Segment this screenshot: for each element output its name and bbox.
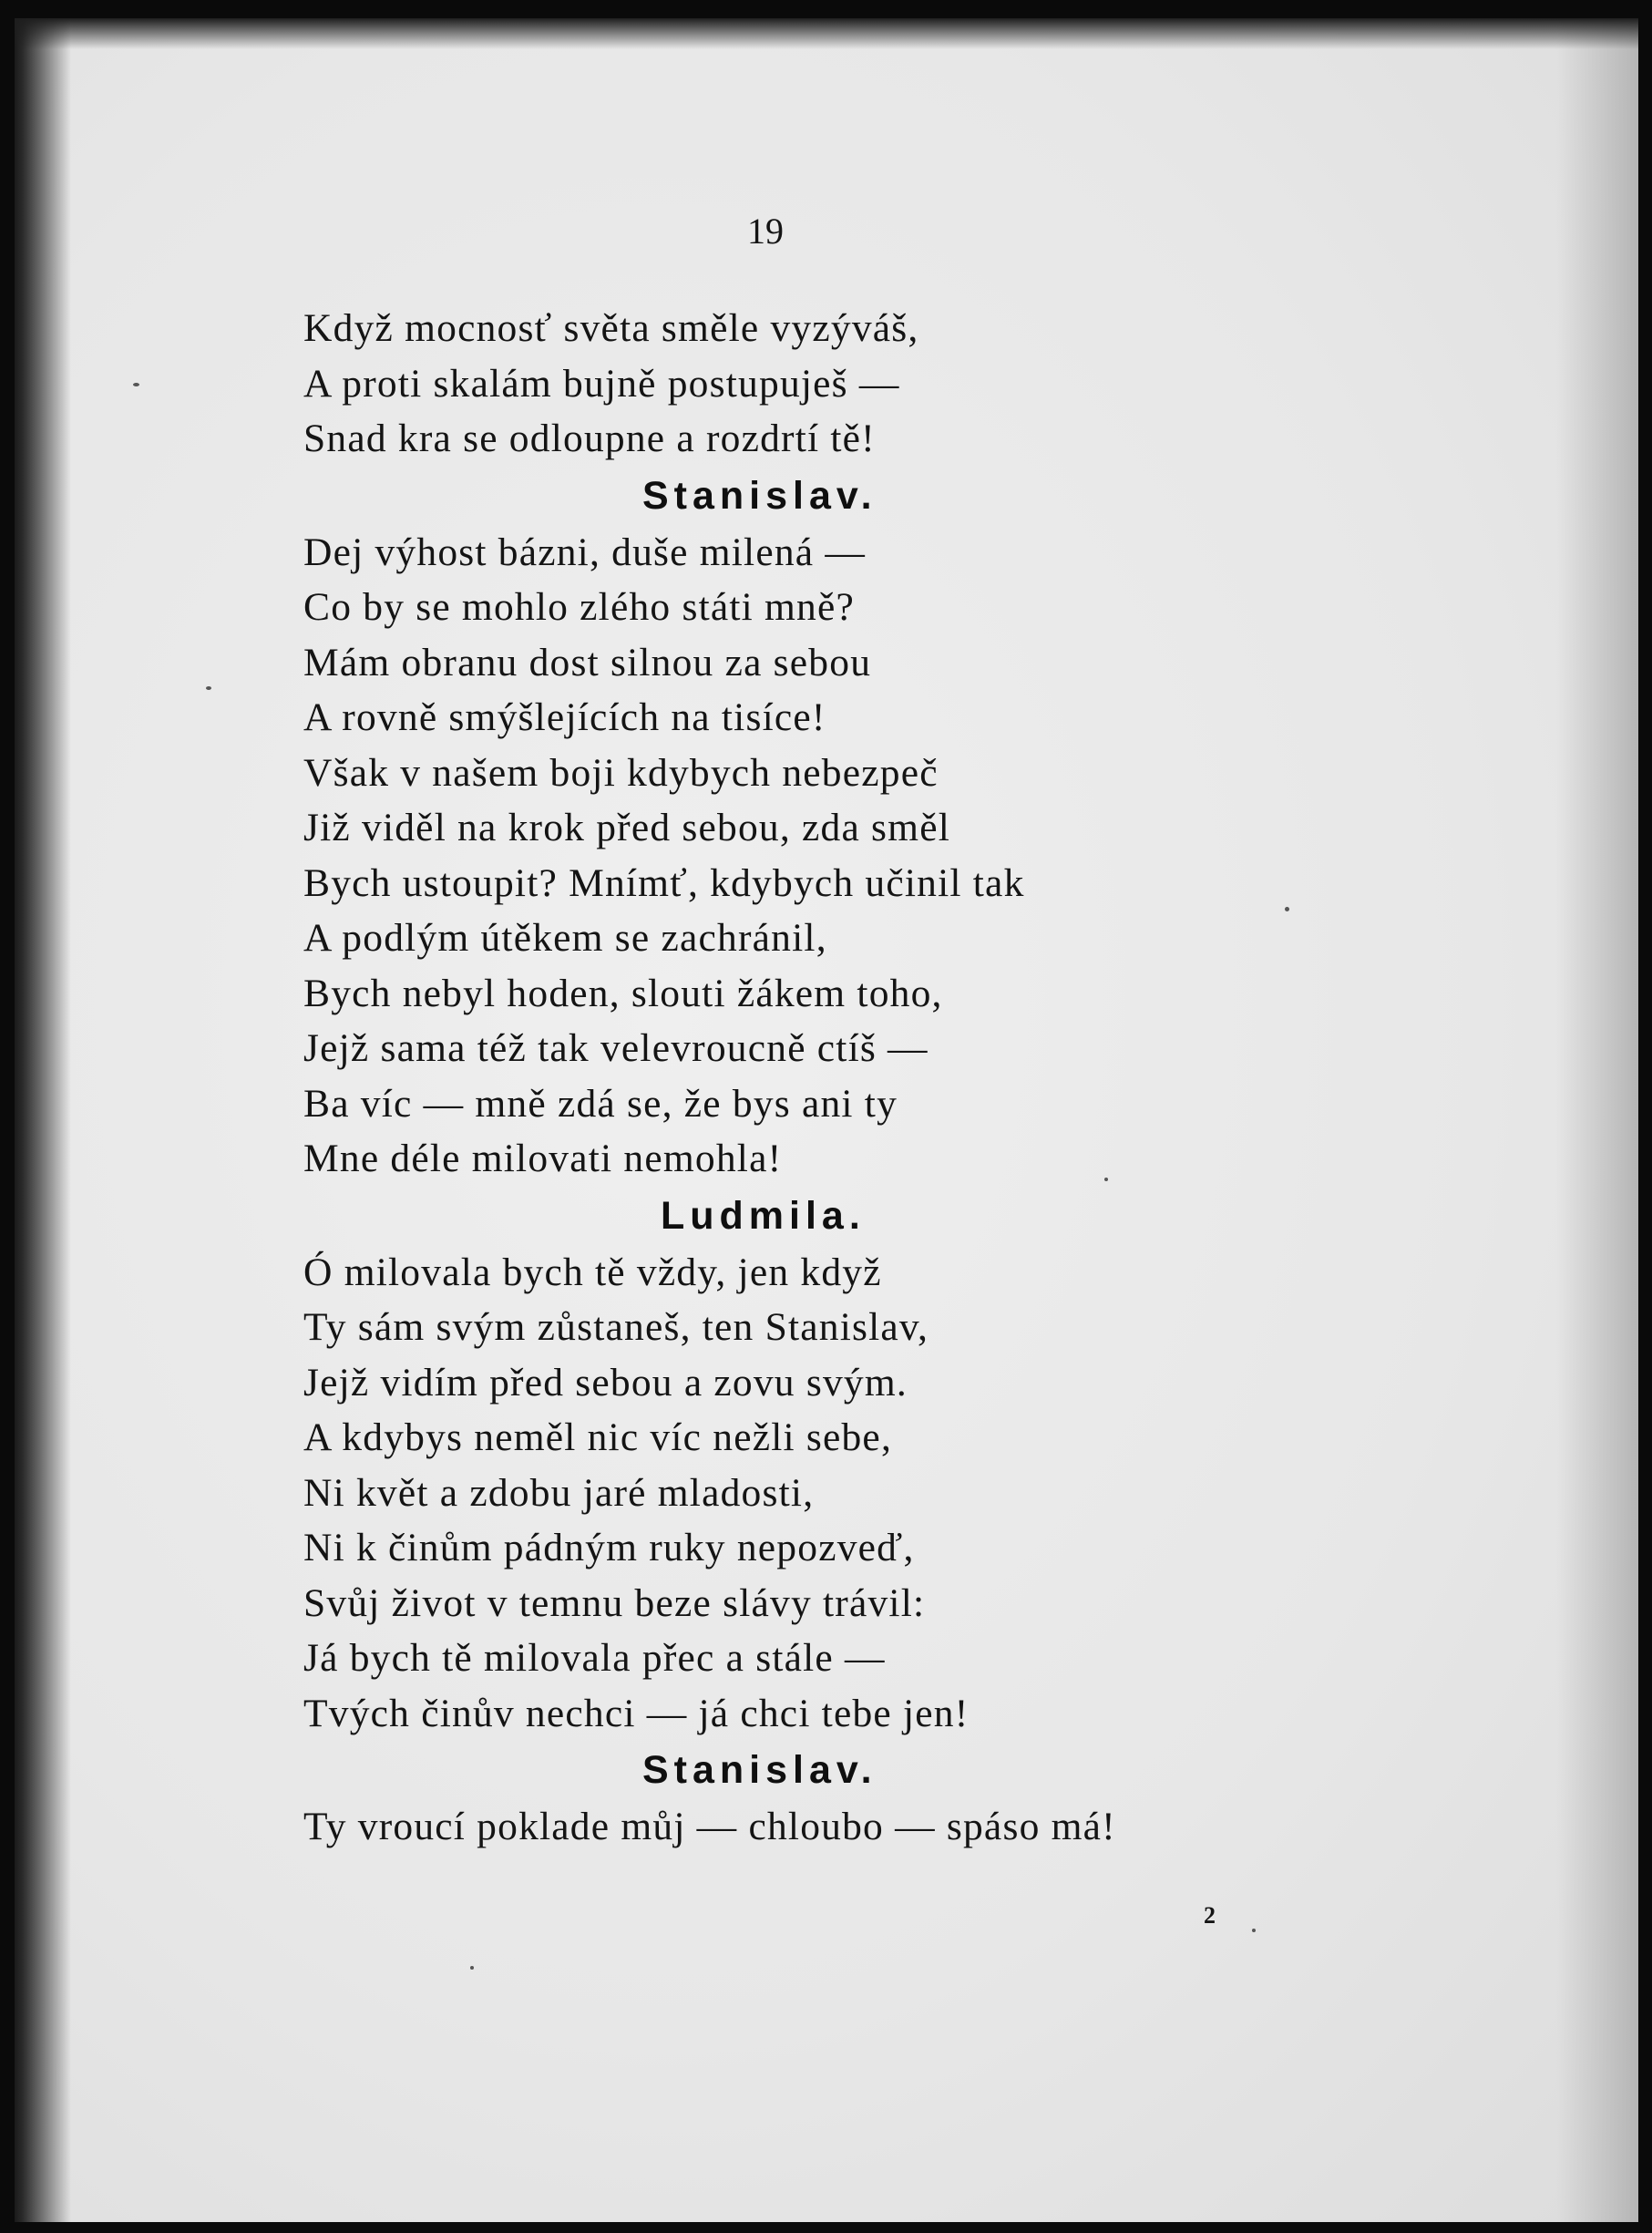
verse-line: Co by se mohlo zlého státi mně?	[303, 585, 856, 629]
verse-line: Mám obranu dost silnou za sebou	[303, 640, 872, 684]
verse-line: Já bych tě milovala přec a stále —	[303, 1636, 886, 1680]
verse-line: A rovně smýšlejících na tisíce!	[303, 695, 826, 739]
verse-line: Jejž sama též tak velevroucně ctíš —	[303, 1026, 929, 1070]
verse-line: Ni květ a zdobu jaré mladosti,	[303, 1470, 815, 1515]
verse-line: Snad kra se odloupne a rozdrtí tě!	[303, 417, 876, 460]
page-edge-shadow	[1556, 18, 1638, 2222]
verse-line: Bych nebyl hoden, slouti žákem toho,	[303, 971, 943, 1015]
verse-line: A podlým útěkem se zachránil,	[303, 916, 827, 960]
verse-line: Dej výhost bázni, duše milená —	[303, 530, 867, 574]
verse-line: Ba víc — mně zdá se, že bys ani ty	[303, 1081, 898, 1126]
paper-speck	[206, 686, 211, 690]
verse-line: Mne déle milovati nemohla!	[303, 1137, 783, 1180]
verse-line: A proti skalám bujně postupuješ —	[303, 361, 900, 406]
speaker-name: Stanislav.	[642, 1748, 877, 1792]
verse-line: Ty sám svým zůstaneš, ten Stanislav,	[303, 1305, 929, 1349]
verse-line: Ó milovala bych tě vždy, jen když	[303, 1250, 882, 1294]
verse-line: Však v našem boji kdybych nebezpeč	[303, 750, 939, 795]
verse-line: A kdybys neměl nic víc nežli sebe,	[303, 1415, 893, 1459]
verse-line: Když mocnosť světa směle vyzýváš,	[303, 306, 919, 350]
top-edge-shadow	[15, 18, 1638, 49]
verse-line: Tvých činův nechci — já chci tebe jen!	[303, 1691, 970, 1735]
verse-line: Jejž vidím před sebou a zovu svým.	[303, 1360, 908, 1405]
binding-shadow	[15, 18, 71, 2222]
paper-speck	[1252, 1929, 1256, 1932]
speaker-name: Ludmila.	[661, 1193, 866, 1238]
printer-signature-mark: 2	[1204, 1902, 1216, 1929]
paper-speck	[133, 383, 139, 386]
verse-line: Již viděl na krok před sebou, zda směl	[303, 806, 950, 849]
page-number: 19	[747, 211, 784, 252]
paper-speck	[470, 1966, 474, 1970]
verse-line: Ty vroucí poklade můj — chloubo — spáso má!	[303, 1805, 1116, 1848]
verse-line: Ni k činům pádným ruky nepozveď,	[303, 1526, 915, 1569]
verse-line: Bych ustoupit? Mnímť, kdybych učinil tak	[303, 860, 1025, 905]
verse-text	[303, 301, 1306, 1855]
verse-line: Svůj život v temnu beze slávy trávil:	[303, 1580, 926, 1625]
speaker-name: Stanislav.	[642, 473, 877, 518]
